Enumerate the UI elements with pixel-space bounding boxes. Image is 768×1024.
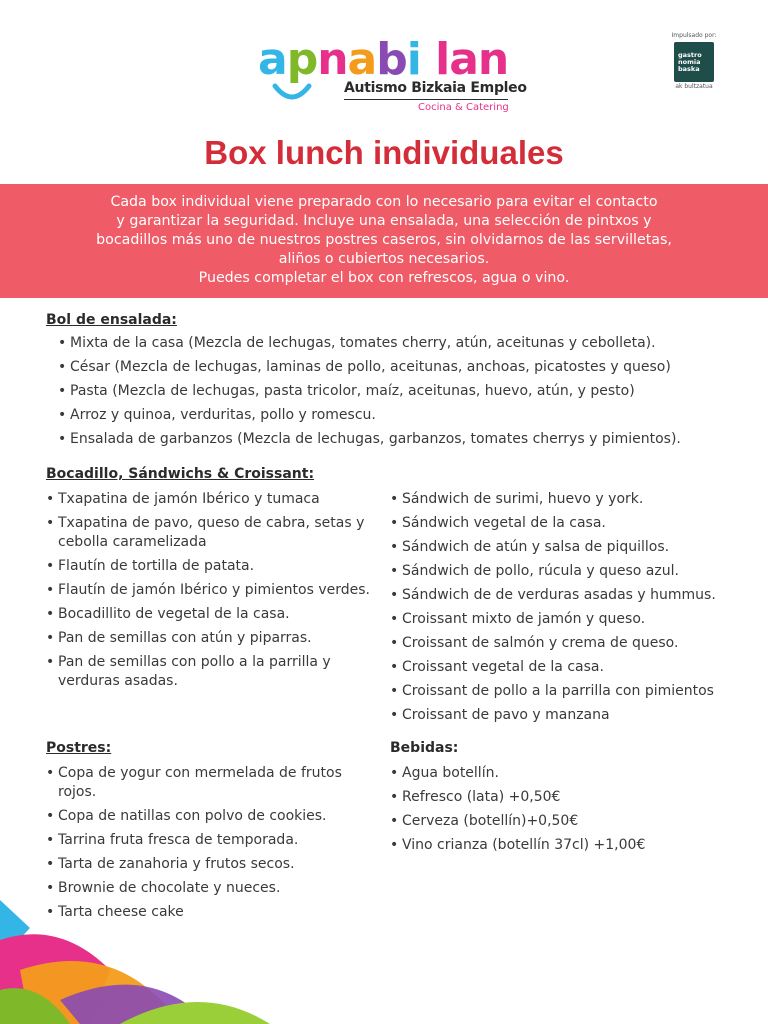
logo-tagline: Cocina & Catering [418,102,509,113]
list-item: • Tarta cheese cake [46,903,366,922]
list-item: • Croissant de salmón y crema de queso. [390,634,760,653]
intro-banner [0,184,768,298]
smile-icon [272,82,312,104]
list-item: • Flautín de tortilla de patata. [46,557,382,576]
list-item: • Mixta de la casa (Mezcla de lechugas, tomates cherry, atún, aceitunas y cebolleta). [58,334,758,353]
list-item: • Ensalada de garbanzos (Mezcla de lechugas, garbanzos, tomates cherrys y pimientos). [58,430,758,449]
gastronomia-baska-badge [668,32,720,90]
bocadillos-heading: Bocadillo, Sándwichs & Croissant: [46,466,315,482]
ensalada-list [58,334,758,454]
list-item: • Pan de semillas con pollo a la parrilla y verduras asadas. [46,653,382,691]
list-item: • Agua botellín. [390,764,760,783]
list-item: • Sándwich de pollo, rúcula y queso azul. [390,562,760,581]
bocadillos-left-list [46,490,382,696]
list-item: • Sándwich de atún y salsa de piquillos. [390,538,760,557]
list-item: • Cerveza (botellín)+0,50€ [390,812,760,831]
list-item: • Sándwich vegetal de la casa. [390,514,760,533]
list-item: • Txapatina de pavo, queso de cabra, setas y cebolla caramelizada [46,514,382,552]
list-item: • Croissant de pavo y manzana [390,706,760,725]
list-item: • Croissant vegetal de la casa. [390,658,760,677]
logo-subtitle: Autismo Bizkaia Empleo [344,80,527,96]
list-item: • Croissant de pollo a la parrilla con pimientos [390,682,760,701]
badge-line: nomia [678,58,701,66]
list-item: • Bocadillito de vegetal de la casa. [46,605,382,624]
logo-wordmark: apnabi lan [258,34,509,85]
bocadillos-right-list [390,490,760,730]
list-item: • Sándwich de de verduras asadas y hummus. [390,586,760,605]
list-item: • César (Mezcla de lechugas, laminas de pollo, aceitunas, anchoas, picatostes y queso) [58,358,758,377]
badge-bottom-label: ak bultzatua [675,83,713,90]
bebidas-heading: Bebidas: [390,740,459,756]
apnabi-lan-logo [258,34,527,120]
list-item: • Tarrina fruta fresca de temporada. [46,831,366,850]
page-header [0,0,768,130]
intro-text: Cada box individual viene preparado con lo necesario para evitar el contacto y garantizar la seguridad. Incluye una ensalada, una selección de pintxos y bocadillos más uno de nuestros postres caseros, sin olvidarnos de las servilletas, aliños o cubiertos necesarios. Puedes completar el box con refrescos, agua o vino. [96,194,672,286]
list-item: • Arroz y quinoa, verduritas, pollo y romescu. [58,406,758,425]
list-item: • Txapatina de jamón Ibérico y tumaca [46,490,382,509]
list-item: • Sándwich de surimi, huevo y york. [390,490,760,509]
list-item: • Tarta de zanahoria y frutos secos. [46,855,366,874]
list-item: • Refresco (lata) +0,50€ [390,788,760,807]
decorative-ribbons [0,900,280,1024]
list-item: • Pasta (Mezcla de lechugas, pasta tricolor, maíz, aceitunas, huevo, atún, y pesto) [58,382,758,401]
gastronomia-baska-logo [674,42,714,82]
list-item: • Copa de yogur con mermelada de frutos rojos. [46,764,366,802]
list-item: • Pan de semillas con atún y piparras. [46,629,382,648]
list-item: • Copa de natillas con polvo de cookies. [46,807,366,826]
postres-heading: Postres: [46,740,112,756]
bebidas-list [390,764,760,860]
page-title: Box lunch individuales [204,134,564,171]
list-item: • Brownie de chocolate y nueces. [46,879,366,898]
list-item: • Croissant mixto de jamón y queso. [390,610,760,629]
logo-divider [344,99,508,100]
list-item: • Vino crianza (botellín 37cl) +1,00€ [390,836,760,855]
badge-line: gastro [678,51,702,59]
ensalada-heading: Bol de ensalada: [46,312,177,328]
badge-top-label: Impulsado por: [671,32,717,39]
list-item: • Flautín de jamón Ibérico y pimientos verdes. [46,581,382,600]
badge-line: baska [678,65,700,73]
